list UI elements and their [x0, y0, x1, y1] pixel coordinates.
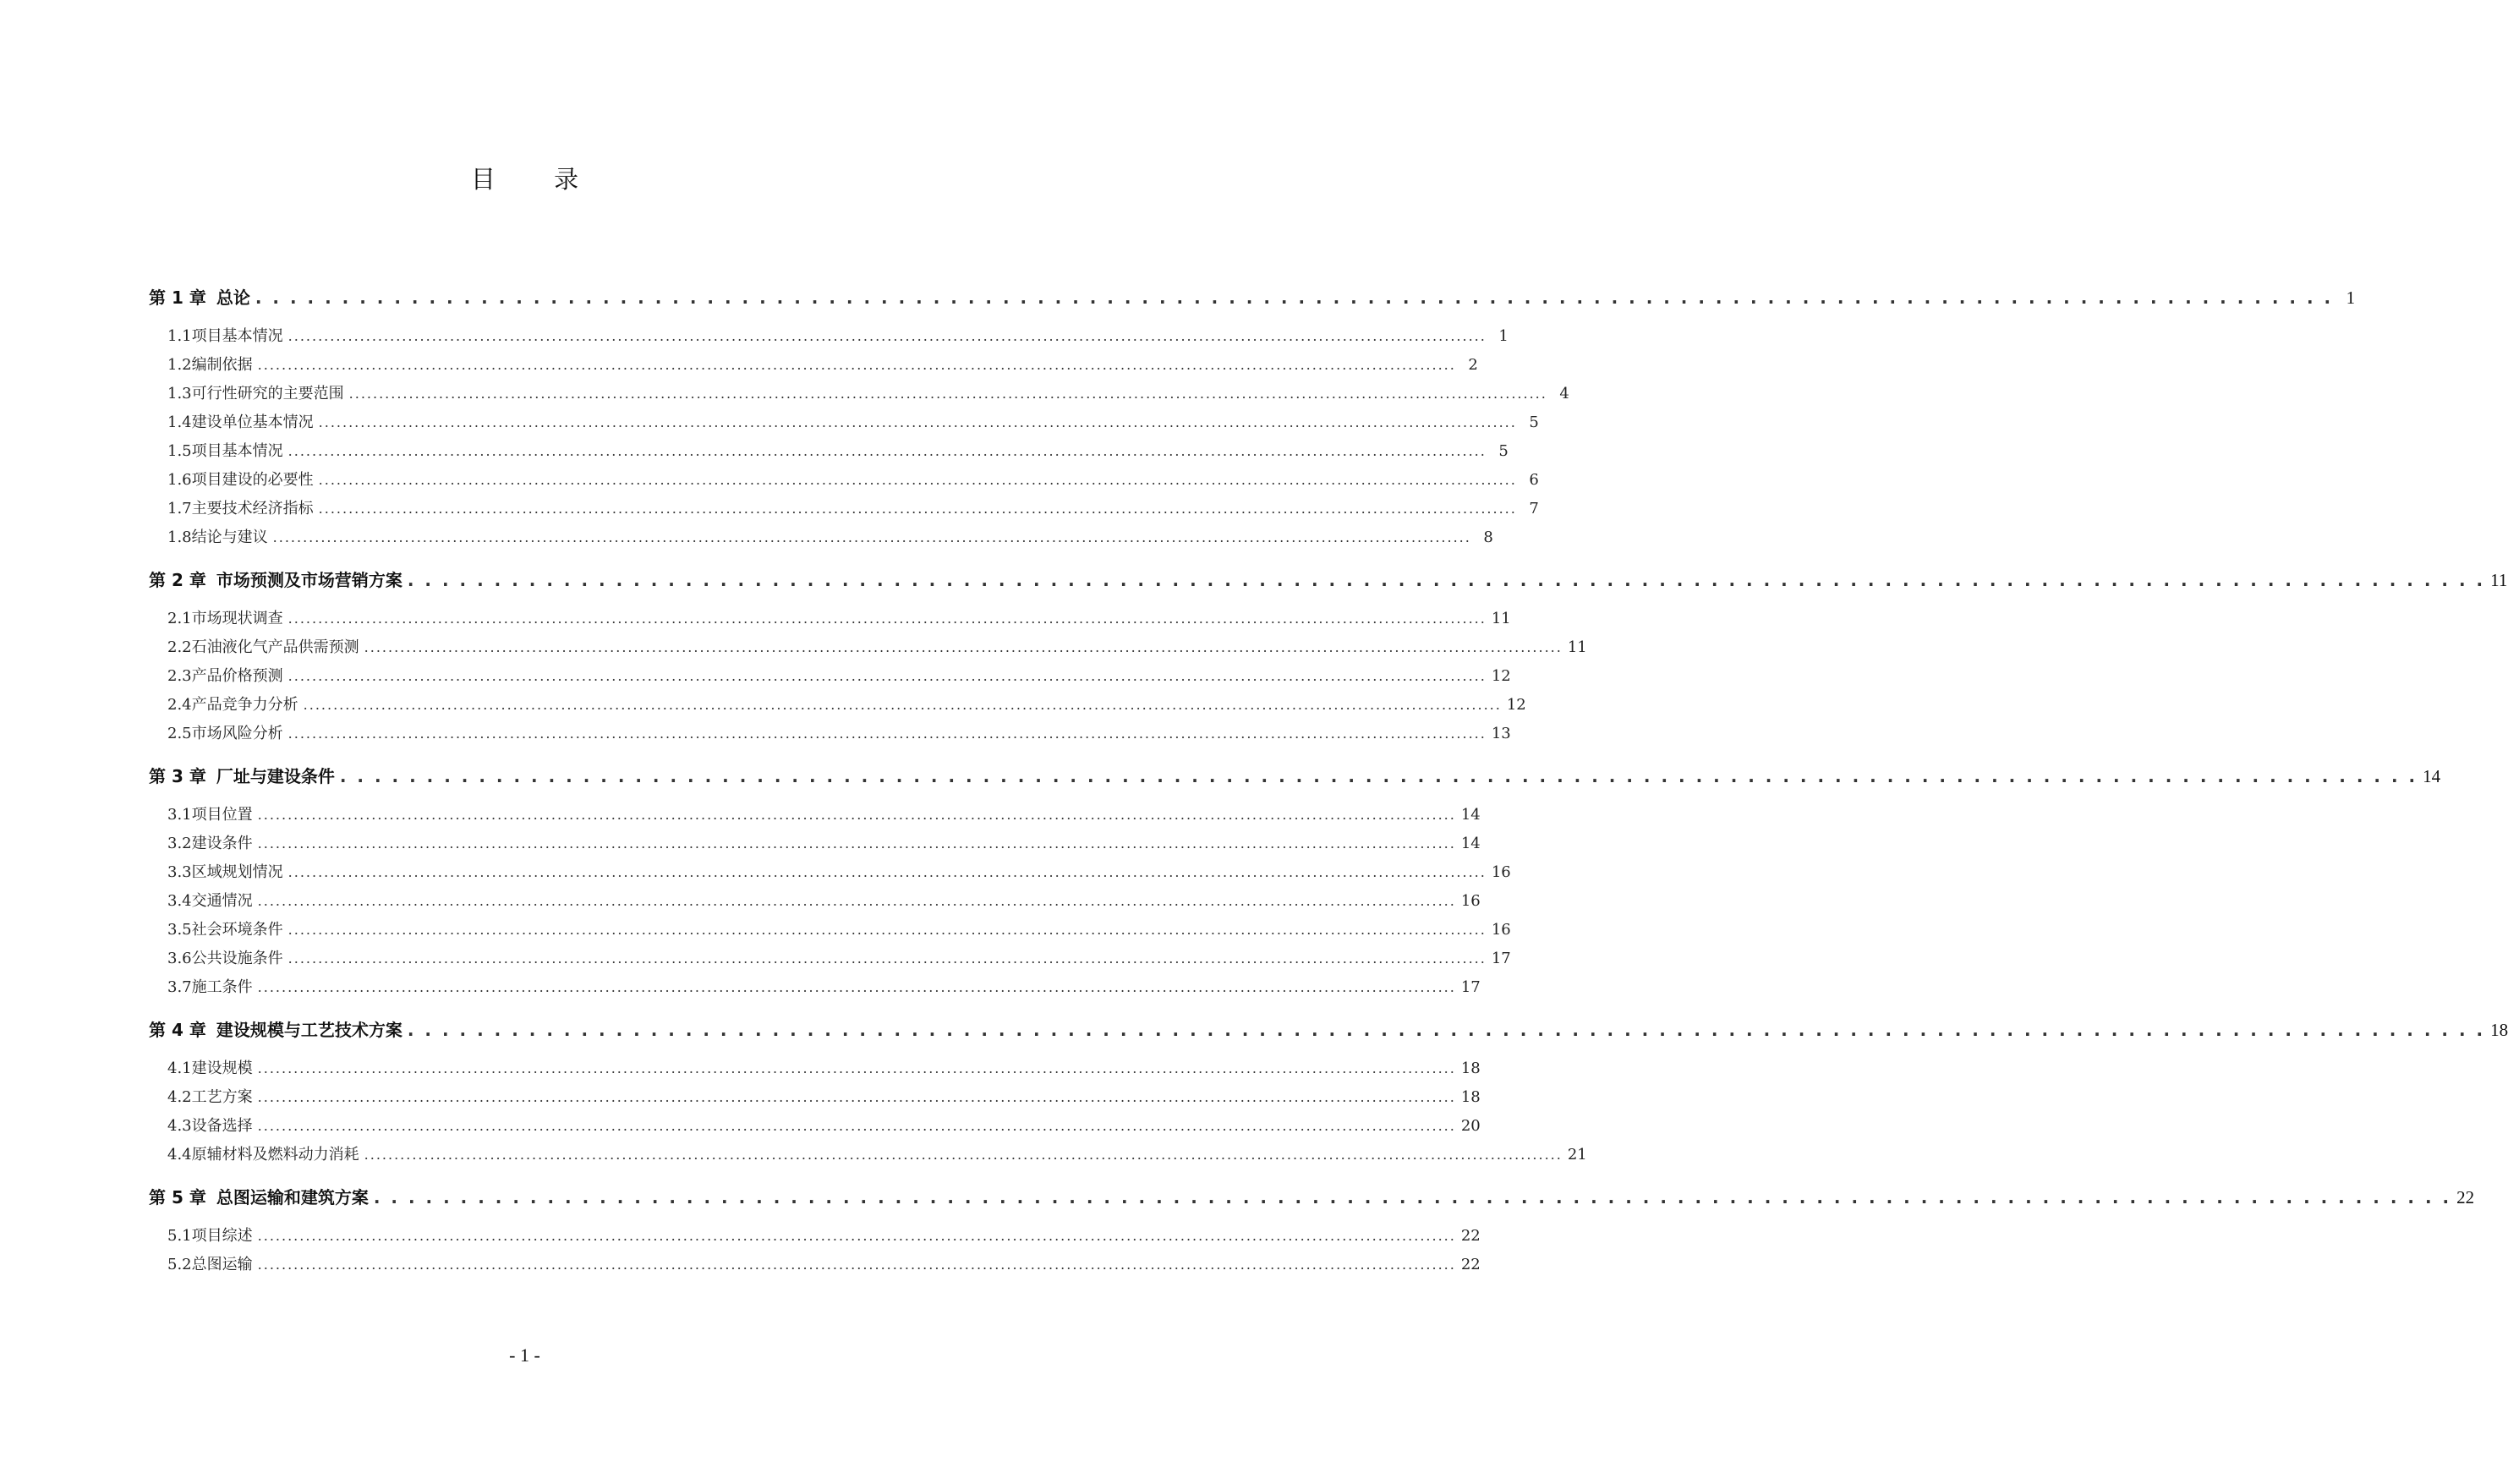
toc-entry-title: 编制依据 — [191, 356, 253, 374]
dot-leader: ........................................................................................................................................................................................................ — [303, 697, 1502, 713]
toc-entry-page-number: 14 — [1460, 835, 1481, 852]
toc-entry-page-number: 4 — [1559, 385, 1569, 402]
toc-entry-number: 1.8 — [167, 528, 192, 546]
toc-entry-title: 建设单位基本情况 — [191, 413, 314, 431]
toc-entry-number: 第 3 章 — [149, 766, 206, 786]
toc-entry-title: 设备选择 — [191, 1117, 253, 1135]
dot-leader: ........................................................................................................................................................................................................ — [257, 807, 1456, 823]
toc-entry-page-number: 7 — [1529, 500, 1539, 517]
toc-section-entry[interactable] — [149, 322, 1509, 351]
dot-leader: ........................................................................................................................................................................................................ — [257, 835, 1456, 852]
toc-section-entry[interactable] — [149, 466, 1539, 495]
toc-entry-title: 总论 — [216, 287, 250, 308]
toc-entry-title: 主要技术经济指标 — [191, 500, 314, 517]
toc-entry-number: 3.1 — [167, 806, 192, 824]
toc-chapter-entry[interactable] — [149, 1014, 2508, 1046]
dot-leader: . . . . . . . . . . . . . . . . . . . . . . . . . . . . . . . . . . . . . . . . . . . . . . . . . . . . . . . . . . . . . . . . . . . . . . . . . . . . . . . . . . . . . . . . . . . . . . . . . . . . . . . . . . . . . . . . . . . . . . . . — [407, 1020, 2486, 1040]
toc-section-entry[interactable] — [149, 945, 1511, 973]
toc-entry-number: 2.2 — [167, 638, 192, 656]
toc-entry-page-number: 22 — [1460, 1227, 1481, 1245]
toc-entry-number: 1.4 — [167, 413, 192, 431]
toc-entry-page-number: 13 — [1491, 725, 1511, 742]
dot-leader: ........................................................................................................................................................................................................ — [272, 529, 1471, 545]
toc-entry-number: 5.1 — [167, 1227, 192, 1245]
dot-leader: ........................................................................................................................................................................................................ — [287, 443, 1487, 459]
toc-section-entry[interactable] — [149, 523, 1493, 552]
toc-chapter-entry[interactable] — [149, 282, 2356, 314]
toc-entry-page-number: 14 — [1460, 806, 1481, 824]
dot-leader: ........................................................................................................................................................................................................ — [318, 501, 1517, 517]
toc-entry-title: 原辅材料及燃料动力消耗 — [191, 1146, 359, 1164]
toc-entry-page-number: 1 — [2346, 287, 2356, 308]
toc-entry-page-number: 16 — [1491, 863, 1511, 881]
toc-entry-page-number: 18 — [2490, 1020, 2508, 1040]
toc-entry-number: 5.2 — [167, 1256, 192, 1273]
toc-section-entry[interactable] — [149, 887, 1481, 916]
dot-leader: ........................................................................................................................................................................................................ — [287, 726, 1487, 742]
toc-entry-title: 项目基本情况 — [191, 442, 283, 460]
table-of-contents — [149, 282, 2508, 1279]
toc-chapter-entry[interactable] — [149, 1181, 2475, 1213]
dot-leader: ........................................................................................................................................................................................................ — [287, 922, 1487, 938]
toc-section-entry[interactable] — [149, 605, 1511, 633]
toc-section-entry[interactable] — [149, 1251, 1481, 1279]
dot-leader: ........................................................................................................................................................................................................ — [318, 472, 1517, 488]
toc-entry-page-number: 18 — [1460, 1088, 1481, 1106]
dot-leader: . . . . . . . . . . . . . . . . . . . . . . . . . . . . . . . . . . . . . . . . . . . . . . . . . . . . . . . . . . . . . . . . . . . . . . . . . . . . . . . . . . . . . . . . . . . . . . . . . . . . . . . . . . . . . . . . . . . . . . . . — [407, 570, 2486, 590]
page-number: - 1 - — [509, 1344, 540, 1366]
toc-entry-title: 结论与建议 — [191, 528, 268, 546]
toc-entry-page-number: 5 — [1529, 413, 1539, 431]
page-title: 目 录 — [470, 165, 605, 194]
toc-chapter-entry[interactable] — [149, 760, 2441, 792]
toc-entry-title: 社会环境条件 — [191, 921, 283, 939]
dot-leader: ........................................................................................................................................................................................................ — [318, 414, 1517, 430]
toc-entry-title: 交通情况 — [191, 892, 253, 910]
dot-leader: ........................................................................................................................................................................................................ — [287, 328, 1487, 344]
toc-entry-number: 2.4 — [167, 696, 192, 714]
toc-entry-page-number: 21 — [1567, 1146, 1587, 1164]
toc-entry-page-number: 11 — [2490, 570, 2508, 590]
dot-leader: ........................................................................................................................................................................................................ — [257, 1228, 1456, 1244]
toc-entry-number: 3.5 — [167, 921, 192, 939]
toc-section-entry[interactable] — [149, 495, 1539, 523]
toc-entry-title: 产品竞争力分析 — [191, 696, 298, 714]
toc-entry-page-number: 20 — [1460, 1117, 1481, 1135]
dot-leader: ........................................................................................................................................................................................................ — [257, 1089, 1456, 1105]
toc-entry-number: 第 5 章 — [149, 1187, 206, 1207]
toc-entry-number: 2.1 — [167, 610, 192, 627]
toc-entry-title: 总图运输和建筑方案 — [216, 1187, 369, 1207]
toc-entry-page-number: 16 — [1491, 921, 1511, 939]
toc-section-entry[interactable] — [149, 662, 1511, 691]
toc-entry-title: 区域规划情况 — [191, 863, 283, 881]
toc-entry-title: 项目基本情况 — [191, 327, 283, 345]
dot-leader: ........................................................................................................................................................................................................ — [287, 950, 1487, 967]
toc-entry-page-number: 2 — [1468, 356, 1478, 374]
toc-entry-number: 2.5 — [167, 725, 192, 742]
toc-entry-number: 4.4 — [167, 1146, 192, 1164]
toc-section-entry[interactable] — [149, 1054, 1481, 1083]
toc-entry-number: 4.3 — [167, 1117, 192, 1135]
toc-section-entry[interactable] — [149, 691, 1526, 720]
toc-entry-title: 总图运输 — [191, 1256, 253, 1273]
toc-entry-title: 市场风险分析 — [191, 725, 283, 742]
toc-entry-title: 建设规模 — [191, 1060, 253, 1077]
toc-entry-number: 3.4 — [167, 892, 192, 910]
dot-leader: ........................................................................................................................................................................................................ — [287, 864, 1487, 880]
dot-leader: . . . . . . . . . . . . . . . . . . . . . . . . . . . . . . . . . . . . . . . . . . . . . . . . . . . . . . . . . . . . . . . . . . . . . . . . . . . . . . . . . . . . . . . . . . . . . . . . . . . . . . . . . . . . . . . . . . . . . . . . — [373, 1187, 2452, 1207]
toc-entry-title: 工艺方案 — [191, 1088, 253, 1106]
toc-entry-page-number: 17 — [1491, 950, 1511, 967]
toc-entry-page-number: 11 — [1491, 610, 1511, 627]
toc-entry-number: 2.3 — [167, 667, 192, 685]
toc-entry-number: 第 4 章 — [149, 1020, 206, 1040]
dot-leader: ........................................................................................................................................................................................................ — [348, 386, 1547, 402]
dot-leader: ........................................................................................................................................................................................................ — [257, 893, 1456, 909]
toc-entry-title: 厂址与建设条件 — [216, 766, 335, 786]
toc-entry-title: 公共设施条件 — [191, 950, 283, 967]
dot-leader: ........................................................................................................................................................................................................ — [257, 1060, 1456, 1076]
toc-entry-page-number: 14 — [2423, 766, 2441, 786]
toc-entry-page-number: 22 — [1460, 1256, 1481, 1273]
toc-entry-number: 1.2 — [167, 356, 192, 374]
toc-entry-number: 第 2 章 — [149, 570, 206, 590]
toc-section-entry[interactable] — [149, 830, 1481, 858]
toc-entry-page-number: 16 — [1460, 892, 1481, 910]
toc-entry-page-number: 12 — [1491, 667, 1511, 685]
toc-section-entry[interactable] — [149, 1141, 1587, 1169]
dot-leader: ........................................................................................................................................................................................................ — [257, 357, 1456, 373]
toc-entry-title: 建设条件 — [191, 835, 253, 852]
toc-entry-number: 3.6 — [167, 950, 192, 967]
toc-entry-title: 石油液化气产品供需预测 — [191, 638, 359, 656]
toc-chapter-entry[interactable] — [149, 564, 2508, 596]
toc-section-entry[interactable] — [149, 1222, 1481, 1251]
toc-entry-number: 3.7 — [167, 978, 192, 996]
toc-entry-number: 1.1 — [167, 327, 192, 345]
dot-leader: . . . . . . . . . . . . . . . . . . . . . . . . . . . . . . . . . . . . . . . . . . . . . . . . . . . . . . . . . . . . . . . . . . . . . . . . . . . . . . . . . . . . . . . . . . . . . . . . . . . . . . . . . . . . . . . . . . . . . . . . — [255, 287, 2334, 308]
toc-section-entry[interactable] — [149, 408, 1539, 437]
toc-section-entry[interactable] — [149, 633, 1587, 662]
toc-section-entry[interactable] — [149, 1112, 1481, 1141]
toc-section-entry[interactable] — [149, 973, 1481, 1002]
toc-section-entry[interactable] — [149, 351, 1478, 380]
toc-entry-page-number: 11 — [1567, 638, 1587, 656]
toc-entry-title: 施工条件 — [191, 978, 253, 996]
dot-leader: ........................................................................................................................................................................................................ — [364, 1147, 1563, 1163]
toc-entry-number: 1.6 — [167, 471, 192, 489]
dot-leader: . . . . . . . . . . . . . . . . . . . . . . . . . . . . . . . . . . . . . . . . . . . . . . . . . . . . . . . . . . . . . . . . . . . . . . . . . . . . . . . . . . . . . . . . . . . . . . . . . . . . . . . . . . . . . . . . . . . . . . . . — [339, 766, 2418, 786]
toc-section-entry[interactable] — [149, 916, 1511, 945]
dot-leader: ........................................................................................................................................................................................................ — [257, 979, 1456, 995]
toc-entry-title: 市场预测及市场营销方案 — [216, 570, 402, 590]
toc-entry-number: 3.2 — [167, 835, 192, 852]
toc-entry-title: 产品价格预测 — [191, 667, 283, 685]
toc-entry-number: 4.2 — [167, 1088, 192, 1106]
toc-entry-number: 第 1 章 — [149, 287, 206, 308]
toc-entry-title: 市场现状调查 — [191, 610, 283, 627]
toc-entry-page-number: 8 — [1483, 528, 1493, 546]
toc-entry-page-number: 22 — [2456, 1187, 2475, 1207]
toc-entry-title: 项目综述 — [191, 1227, 253, 1245]
toc-entry-page-number: 5 — [1498, 442, 1509, 460]
toc-section-entry[interactable] — [149, 1083, 1481, 1112]
toc-entry-title: 可行性研究的主要范围 — [191, 385, 344, 402]
toc-entry-number: 4.1 — [167, 1060, 192, 1077]
toc-entry-number: 3.3 — [167, 863, 192, 881]
toc-section-entry[interactable] — [149, 858, 1511, 887]
toc-entry-page-number: 1 — [1498, 327, 1509, 345]
toc-entry-title: 建设规模与工艺技术方案 — [216, 1020, 402, 1040]
dot-leader: ........................................................................................................................................................................................................ — [287, 611, 1487, 627]
toc-section-entry[interactable] — [149, 437, 1509, 466]
toc-entry-number: 1.3 — [167, 385, 192, 402]
dot-leader: ........................................................................................................................................................................................................ — [257, 1118, 1456, 1134]
toc-entry-number: 1.5 — [167, 442, 192, 460]
toc-section-entry[interactable] — [149, 720, 1511, 748]
toc-entry-page-number: 17 — [1460, 978, 1481, 996]
toc-entry-title: 项目位置 — [191, 806, 253, 824]
dot-leader: ........................................................................................................................................................................................................ — [257, 1257, 1456, 1273]
dot-leader: ........................................................................................................................................................................................................ — [364, 639, 1563, 655]
toc-entry-number: 1.7 — [167, 500, 192, 517]
toc-entry-page-number: 18 — [1460, 1060, 1481, 1077]
toc-entry-title: 项目建设的必要性 — [191, 471, 314, 489]
toc-section-entry[interactable] — [149, 801, 1481, 830]
toc-entry-page-number: 12 — [1506, 696, 1526, 714]
toc-entry-page-number: 6 — [1529, 471, 1539, 489]
dot-leader: ........................................................................................................................................................................................................ — [287, 668, 1487, 684]
toc-section-entry[interactable] — [149, 380, 1569, 408]
